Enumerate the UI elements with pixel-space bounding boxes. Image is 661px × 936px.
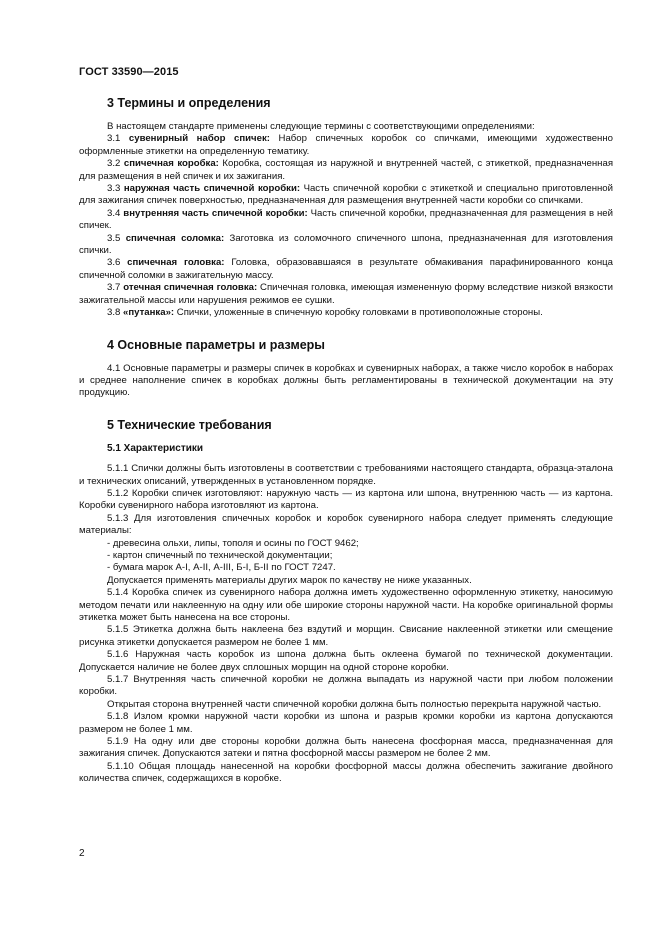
term-definition [79,282,613,307]
term-text: Заготовка из соломочного спичечного шпона, предназначенная для изготовления спички. [79,232,613,257]
paragraph-5-1-10: 5.1.10 Общая площадь нанесенной на коробки фосфорной массы должна обеспечить зажигание двойного количества спичек, содержащихся в коробке. [79,760,613,785]
section-5-title: 5 Технические требования [107,417,272,432]
term-number: 3.6 [107,257,121,269]
subsection-5-1-title: 5.1 Характеристики [107,442,204,454]
material-list-item: - древесина ольхи, липы, тополя и осины по ГОСТ 9462; [107,537,359,549]
term-definition [79,307,613,319]
material-list-item: - бумага марок А-I, А-II, А-III, Б-I, Б-II по ГОСТ 7247. [107,562,336,574]
term-number: 3.5 [107,232,121,244]
term-name: наружная часть спичечной коробки: [123,183,301,195]
term-number: 3.4 [107,207,121,219]
paragraph-5-1-6: 5.1.6 Наружная часть коробок из шпона должна быть оклеена бумагой по технической документации. Допускается наличие не более двух сплошных морщин на одной стороне коробки. [79,649,613,673]
section-4-title: 4 Основные параметры и размеры [107,337,325,352]
term-number: 3.8 [107,307,121,319]
document-header: ГОСТ 33590—2015 [79,66,179,78]
term-name: спичечная головка: [127,257,225,269]
paragraph-5-1-2: 5.1.2 Коробки спичек изготовляют: наружную часть — из картона или шпона, внутреннюю часть — из картона. Коробки сувенирного набора изготовляют из картона. [79,487,613,512]
term-definition [79,257,613,282]
term-name: отечная спичечная головка: [123,282,258,294]
paragraph-5-1-9: 5.1.9 На одну или две стороны коробки должна быть нанесена фосфорная масса, предназначенная для зажигания спичек. Допускаются затеки и пятна фосфорной массы размером не более 2 мм. [79,736,613,760]
section-3-title: 3 Термины и определения [107,96,271,110]
terms-list [79,133,613,319]
paragraph-5-1-4: 5.1.4 Коробка спичек из сувенирного набора должна иметь художественно оформленную этикетку, наносимую методом печати или наклеенную на одну или обе широкие стороны наружной части. На коробке оригинальной формы этикетка может быть нанесена на все стороны. [79,587,613,623]
paragraph-5-1-7: 5.1.7 Внутренняя часть спичечной коробки не должна выпадать из наружной части при любом положении коробки. [79,674,613,698]
term-name: спичечная коробка: [123,158,219,170]
page-number: 2 [79,848,85,859]
paragraph-5-1-5: 5.1.5 Этикетка должна быть наклеена без вздутий и морщин. Свисание наклеенной этикетки или смещение рисунка этикетки допускается размером не более 1 мм. [79,624,613,648]
term-number: 3.2 [107,158,121,170]
term-text: Часть спичечной коробки с этикеткой и специально приготовленной для зажигания спичек поверхностью, предназначенная для размещения внутренней части коробки со спичками. [79,183,613,207]
term-text: Головка, образовавшаяся в результате обмакивания парафинированного конца спичечной соломки в зажигательную массу. [79,257,614,281]
term-text: Спичечная головка, имеющая измененную форму вследствие низкой вязкости зажигательной массы или нарушения режимов ее сушки. [79,282,614,306]
material-list-item: - картон спичечный по технической документации; [107,549,333,561]
term-definition [79,208,613,233]
term-name: сувенирный набор спичек: [128,133,270,145]
paragraph-5-1-3-note: Допускается применять материалы других марок по качеству не ниже указанных. [107,574,472,586]
term-definition [79,133,613,158]
paragraph-4-1: 4.1 Основные параметры и размеры спичек в коробках и сувенирных наборах, а также число коробок в наборах и среднее наполнение спичек в коробках должны быть регламентированы в технической документации на эту продукцию. [79,362,613,399]
section-3-intro: В настоящем стандарте применены следующие термины с соответствующими определениями: [107,121,535,132]
term-number: 3.3 [107,183,121,195]
term-number: 3.7 [107,282,121,294]
term-text: Коробка, состоящая из наружной и внутренней частей, с этикеткой, предназначенная для размещения в ней спичек и их зажигания. [79,158,614,182]
paragraph-5-1-7-note: Открытая сторона внутренней части спичечной коробки должна быть полностью перекрыта наружной частью. [107,698,602,710]
term-text: Набор спичечных коробок со спичками, имеющими художественно оформленные этикетки на определенную тематику. [79,133,613,157]
term-name: спичечная соломка: [125,232,225,244]
term-definition [79,183,613,208]
term-definition [79,158,613,183]
term-text: Спички, уложенные в спичечную коробку головками в противоположные стороны. [176,307,543,319]
term-text: Часть спичечной коробки, предназначенная для размещения в ней спичек. [79,207,613,232]
term-name: «путанка»: [123,307,175,319]
term-name: внутренняя часть спичечной коробки: [123,207,308,219]
paragraph-5-1-3: 5.1.3 Для изготовления спичечных коробок и коробок сувенирного набора следует применять следующие материалы: [79,512,613,537]
document-body [79,95,613,786]
paragraph-5-1-1: 5.1.1 Спички должны быть изготовлены в соответствии с требованиями настоящего стандарта, образца-эталона и технических описаний, утвержденных в установленном порядке. [79,463,613,487]
paragraph-5-1-8: 5.1.8 Излом кромки наружной части коробки из шпона и разрыв кромки коробки из картона допускаются размером не более 1 мм. [79,711,613,735]
term-definition [79,233,613,258]
term-number: 3.1 [107,133,121,145]
